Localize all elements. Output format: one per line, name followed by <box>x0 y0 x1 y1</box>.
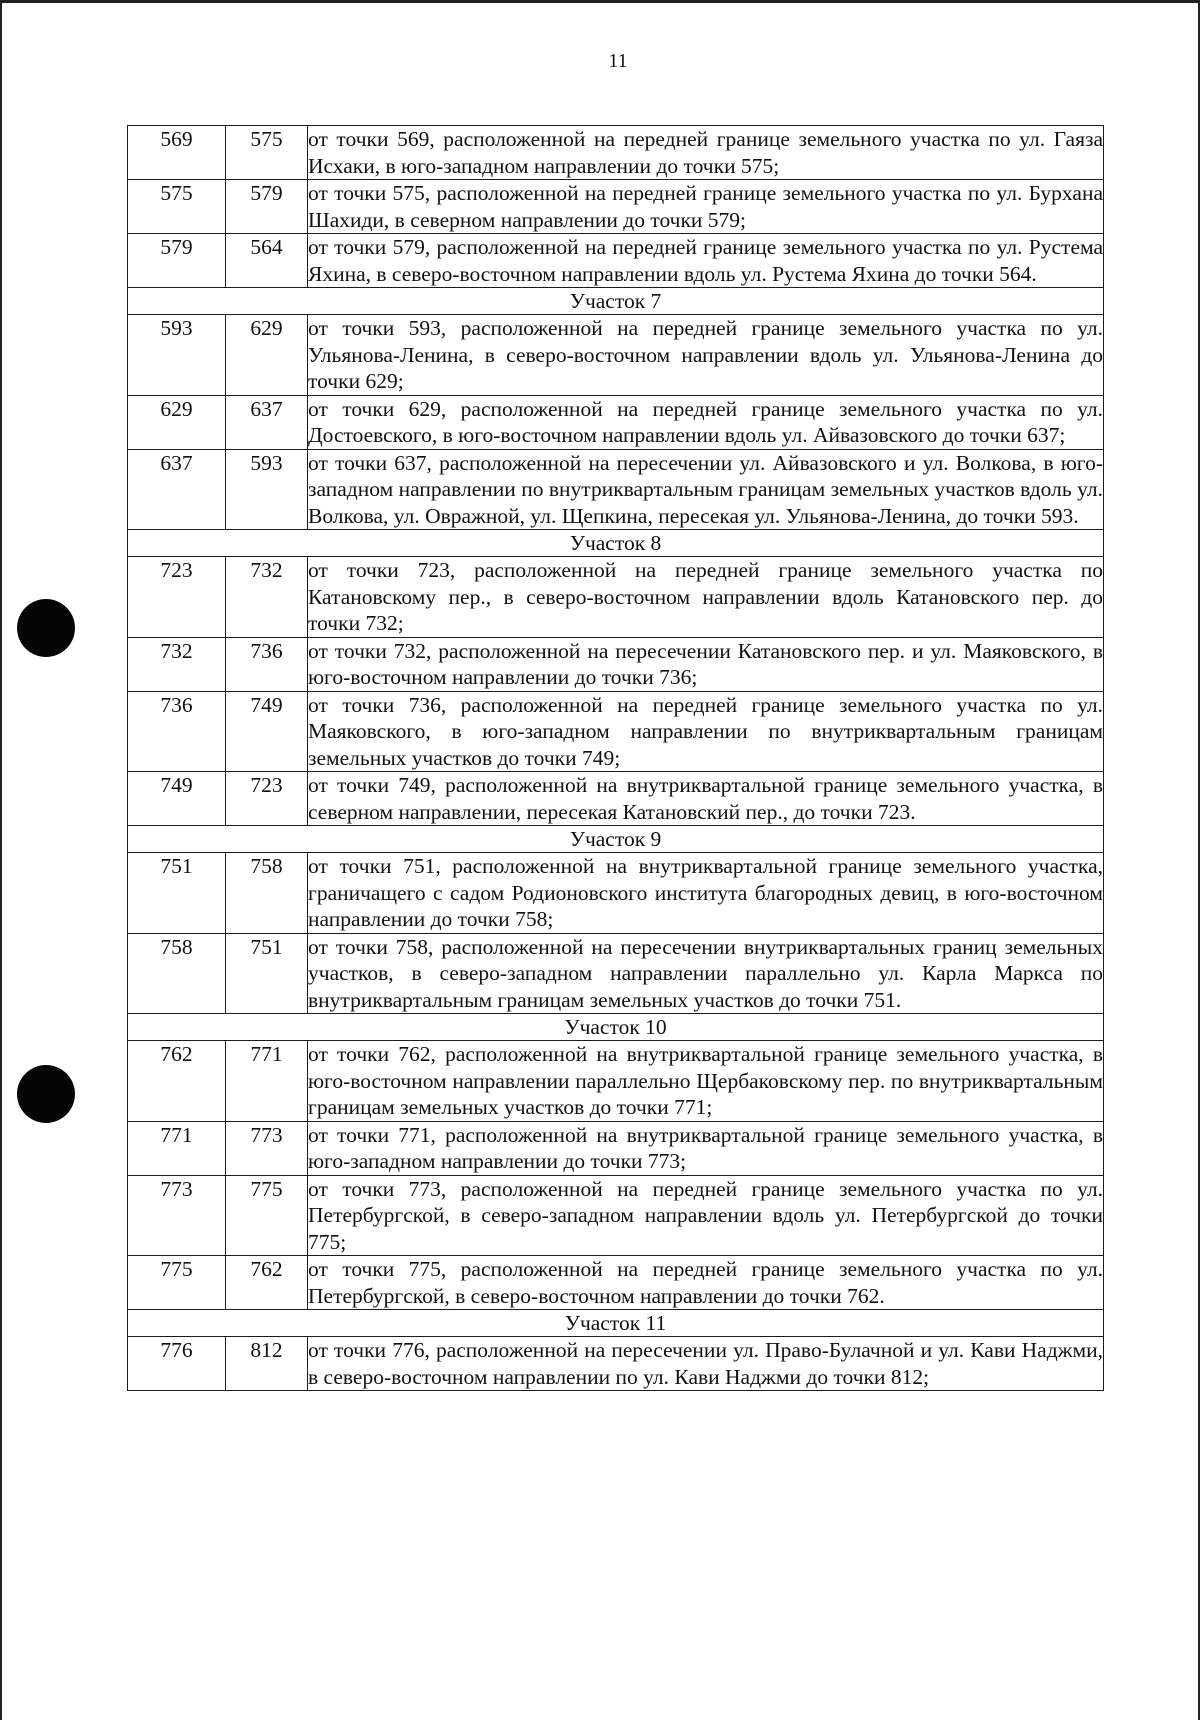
to-point-cell: 723 <box>226 772 308 826</box>
from-point-cell: 771 <box>128 1121 226 1175</box>
table-row <box>128 853 1104 934</box>
table-row <box>128 449 1104 530</box>
to-point-cell: 751 <box>226 933 308 1014</box>
section-header-row <box>128 1310 1104 1337</box>
table-row <box>128 1121 1104 1175</box>
from-point-cell: 751 <box>128 853 226 934</box>
from-point-cell: 758 <box>128 933 226 1014</box>
to-point-cell: 775 <box>226 1175 308 1256</box>
to-point-cell: 773 <box>226 1121 308 1175</box>
to-point-cell: 749 <box>226 691 308 772</box>
from-point-cell: 775 <box>128 1256 226 1310</box>
table-row <box>128 1041 1104 1122</box>
to-point-cell: 593 <box>226 449 308 530</box>
table-row <box>128 637 1104 691</box>
boundary-description-cell: от точки 569, расположенной на передней границе земельного участка по ул. Гаяза Исхаки, в юго-западном направлении до точки 575; <box>308 127 1103 178</box>
boundary-description-cell: от точки 579, расположенной на передней границе земельного участка по ул. Рустема Яхина, в северо-восточном направлении вдоль ул. Рустема Яхина до точки 564. <box>308 235 1103 286</box>
table-row <box>128 395 1104 449</box>
to-point-cell: 575 <box>226 126 308 180</box>
table-row <box>128 234 1104 288</box>
boundary-description-cell: от точки 593, расположенной на передней границе земельного участка по ул. Ульянова-Ленина, в северо-восточном направлении вдоль ул. Ульянова-Ленина до точки 629; <box>308 316 1103 393</box>
table-row <box>128 933 1104 1014</box>
punch-hole <box>17 599 75 657</box>
from-point-cell: 569 <box>128 126 226 180</box>
section-header-row <box>128 530 1104 557</box>
to-point-cell: 736 <box>226 637 308 691</box>
from-point-cell: 575 <box>128 180 226 234</box>
from-point-cell: 736 <box>128 691 226 772</box>
section-title: Участок 8 <box>128 530 1104 557</box>
to-point-cell: 629 <box>226 315 308 396</box>
boundary-description-cell: от точки 758, расположенной на пересечении внутриквартальных границ земельных участков, в северо-западном направлении параллельно ул. Карла Маркса по внутриквартальным границам земельных участков до точки 751. <box>308 934 1103 1012</box>
punch-hole <box>17 1065 75 1123</box>
table-row <box>128 557 1104 638</box>
to-point-cell: 637 <box>226 395 308 449</box>
boundary-description-cell: от точки 776, расположенной на пересечении ул. Право-Булачной и ул. Кави Наджми, в северо-восточном направлении по ул. Кави Наджми до точки 812; <box>308 1338 1103 1389</box>
section-title: Участок 7 <box>128 288 1104 315</box>
from-point-cell: 732 <box>128 637 226 691</box>
to-point-cell: 579 <box>226 180 308 234</box>
table-row <box>128 772 1104 826</box>
section-header-row <box>128 288 1104 315</box>
boundary-description-cell: от точки 762, расположенной на внутриквартальной границе земельного участка, в юго-восточном направлении параллельно Щербаковскому пер. по внутриквартальным границам земельных участков до точки 771; <box>308 1042 1103 1119</box>
to-point-cell: 812 <box>226 1337 308 1391</box>
section-title: Участок 9 <box>128 826 1104 853</box>
boundary-description-cell: от точки 736, расположенной на передней границе земельного участка по ул. Маяковского, в юго-западном направлении по внутриквартальным границам земельных участков до точки 749; <box>308 692 1103 770</box>
boundary-description-cell: от точки 751, расположенной на внутриквартальной границе земельного участка, граничащего с садом Родионовского института благородных девиц, в юго-восточном направлении до точки 758; <box>308 854 1103 931</box>
to-point-cell: 758 <box>226 853 308 934</box>
to-point-cell: 564 <box>226 234 308 288</box>
from-point-cell: 773 <box>128 1175 226 1256</box>
boundary-description-cell: от точки 749, расположенной на внутриквартальной границе земельного участка, в северном направлении, пересекая Катановский пер., до точки 723. <box>308 773 1103 824</box>
from-point-cell: 723 <box>128 557 226 638</box>
table-body <box>128 126 1104 1391</box>
to-point-cell: 762 <box>226 1256 308 1310</box>
table-row <box>128 691 1104 772</box>
section-title: Участок 10 <box>128 1014 1104 1041</box>
boundary-description-cell: от точки 575, расположенной на передней границе земельного участка по ул. Бурхана Шахиди, в северном направлении до точки 579; <box>308 181 1103 232</box>
boundary-description-cell: от точки 775, расположенной на передней границе земельного участка по ул. Петербургской, в северо-восточном направлении до точки 762. <box>308 1257 1103 1308</box>
table-row <box>128 126 1104 180</box>
table-row <box>128 180 1104 234</box>
boundary-description-cell: от точки 732, расположенной на пересечении Катановского пер. и ул. Маяковского, в юго-восточном направлении до точки 736; <box>308 638 1103 689</box>
section-header-row <box>128 826 1104 853</box>
section-header-row <box>128 1014 1104 1041</box>
from-point-cell: 593 <box>128 315 226 396</box>
page-number: 11 <box>608 50 628 72</box>
from-point-cell: 629 <box>128 395 226 449</box>
boundary-description-table <box>127 125 1104 1391</box>
from-point-cell: 579 <box>128 234 226 288</box>
to-point-cell: 771 <box>226 1041 308 1122</box>
boundary-description-cell: от точки 771, расположенной на внутриквартальной границе земельного участка, в юго-западном направлении до точки 773; <box>308 1122 1103 1173</box>
to-point-cell: 732 <box>226 557 308 638</box>
table-row <box>128 1256 1104 1310</box>
from-point-cell: 762 <box>128 1041 226 1122</box>
boundary-description-cell: от точки 723, расположенной на передней границе земельного участка по Катановскому пер., в северо-восточном направлении вдоль Катановского пер. до точки 732; <box>308 558 1103 635</box>
table-row <box>128 1175 1104 1256</box>
table-row <box>128 1337 1104 1391</box>
boundary-description-cell: от точки 629, расположенной на передней границе земельного участка по ул. Достоевского, в юго-восточном направлении вдоль ул. Айвазовского до точки 637; <box>308 396 1103 447</box>
boundary-description-cell: от точки 773, расположенной на передней границе земельного участка по ул. Петербургской, в северо-западном направлении вдоль ул. Петербургской до точки 775; <box>308 1176 1103 1254</box>
from-point-cell: 637 <box>128 449 226 530</box>
from-point-cell: 776 <box>128 1337 226 1391</box>
from-point-cell: 749 <box>128 772 226 826</box>
section-title: Участок 11 <box>128 1310 1104 1337</box>
boundary-description-cell: от точки 637, расположенной на пересечении ул. Айвазовского и ул. Волкова, в юго-западном направлении по внутриквартальным границам земельных участков вдоль ул. Волкова, ул. Овражной, ул. Щепкина, пересекая ул. Ульянова-Ленина, до точки 593. <box>308 450 1103 528</box>
table-row <box>128 315 1104 396</box>
